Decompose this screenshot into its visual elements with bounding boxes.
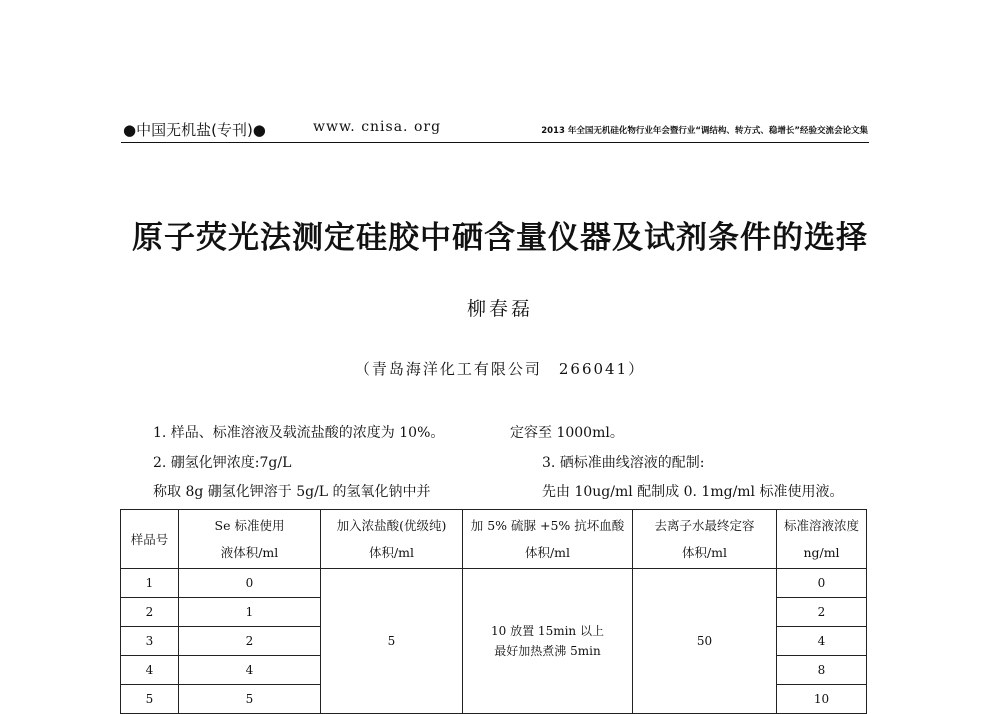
author-name: 柳春磊 — [466, 298, 533, 320]
cell-thiourea-merged — [463, 569, 633, 714]
header-thiourea-volume — [463, 510, 633, 569]
paper-title: 原子荧光法测定硅胶中硒含量仪器及试剂条件的选择 — [132, 220, 868, 256]
journal-name: ●中国无机盐(专刊)● — [123, 121, 266, 139]
running-header — [123, 119, 868, 141]
conference-name: 2013 年全国无机硅化物行业年会暨行业“调结构、转方式、稳增长”经验交流会论文集 — [541, 126, 868, 136]
header-hcl-volume-line2: 体积/ml — [368, 545, 415, 560]
body-line-2: 2. 硼氢化钾浓度:7g/L — [153, 455, 292, 471]
cell-thiourea-line1: 10 放置 15min 以上 — [491, 624, 604, 638]
cell-hcl-volume-merged: 5 — [321, 569, 463, 714]
cell-thiourea-line2: 最好加热煮沸 5min — [494, 644, 601, 658]
cell-concentration: 0 — [777, 569, 867, 598]
cell-se-volume: 1 — [179, 598, 321, 627]
header-hcl-volume-line1: 加入浓盐酸(优级纯) — [336, 518, 447, 533]
header-se-volume-line1: Se 标准使用 — [214, 518, 285, 533]
table-header-row — [121, 510, 867, 569]
cell-concentration: 4 — [777, 627, 867, 656]
header-concentration-line1: 标准溶液浓度 — [783, 518, 859, 533]
body-line-3-right: 先由 10ug/ml 配制成 0. 1mg/ml 标准使用液。 — [542, 484, 844, 500]
cell-se-volume: 5 — [179, 685, 321, 714]
cell-concentration: 2 — [777, 598, 867, 627]
cell-sample-no: 4 — [121, 656, 179, 685]
cell-concentration: 8 — [777, 656, 867, 685]
header-se-volume-line2: 液体积/ml — [220, 545, 279, 560]
header-water-volume — [633, 510, 777, 569]
cell-sample-no: 2 — [121, 598, 179, 627]
header-thiourea-volume-line2: 体积/ml — [524, 545, 571, 560]
header-sample-no: 样品号 — [121, 510, 179, 569]
table-row — [121, 569, 867, 598]
header-rule — [121, 142, 869, 143]
body-line-1: 1. 样品、标准溶液及载流盐酸的浓度为 10%。 — [153, 425, 445, 441]
cell-se-volume: 0 — [179, 569, 321, 598]
header-se-volume — [179, 510, 321, 569]
cell-sample-no: 5 — [121, 685, 179, 714]
body-line-1-right: 定容至 1000ml。 — [510, 425, 624, 441]
header-water-volume-line2: 体积/ml — [681, 545, 728, 560]
header-hcl-volume — [321, 510, 463, 569]
cell-se-volume: 2 — [179, 627, 321, 656]
cell-concentration: 10 — [777, 685, 867, 714]
cell-sample-no: 1 — [121, 569, 179, 598]
standard-solution-table — [120, 509, 867, 714]
body-line-3: 称取 8g 硼氢化钾溶于 5g/L 的氢氧化钠中并 — [153, 484, 431, 500]
header-concentration — [777, 510, 867, 569]
cell-se-volume: 4 — [179, 656, 321, 685]
header-concentration-line2: ng/ml — [803, 545, 840, 560]
cell-sample-no: 3 — [121, 627, 179, 656]
body-line-2-right: 3. 硒标准曲线溶液的配制: — [542, 455, 705, 471]
affiliation: （青岛海洋化工有限公司 266041） — [354, 360, 646, 378]
header-thiourea-volume-line1: 加 5% 硫脲 +5% 抗坏血酸 — [470, 518, 625, 533]
cell-water-volume-merged: 50 — [633, 569, 777, 714]
header-water-volume-line1: 去离子水最终定容 — [654, 518, 755, 533]
journal-website: www. cnisa. org — [313, 119, 442, 135]
